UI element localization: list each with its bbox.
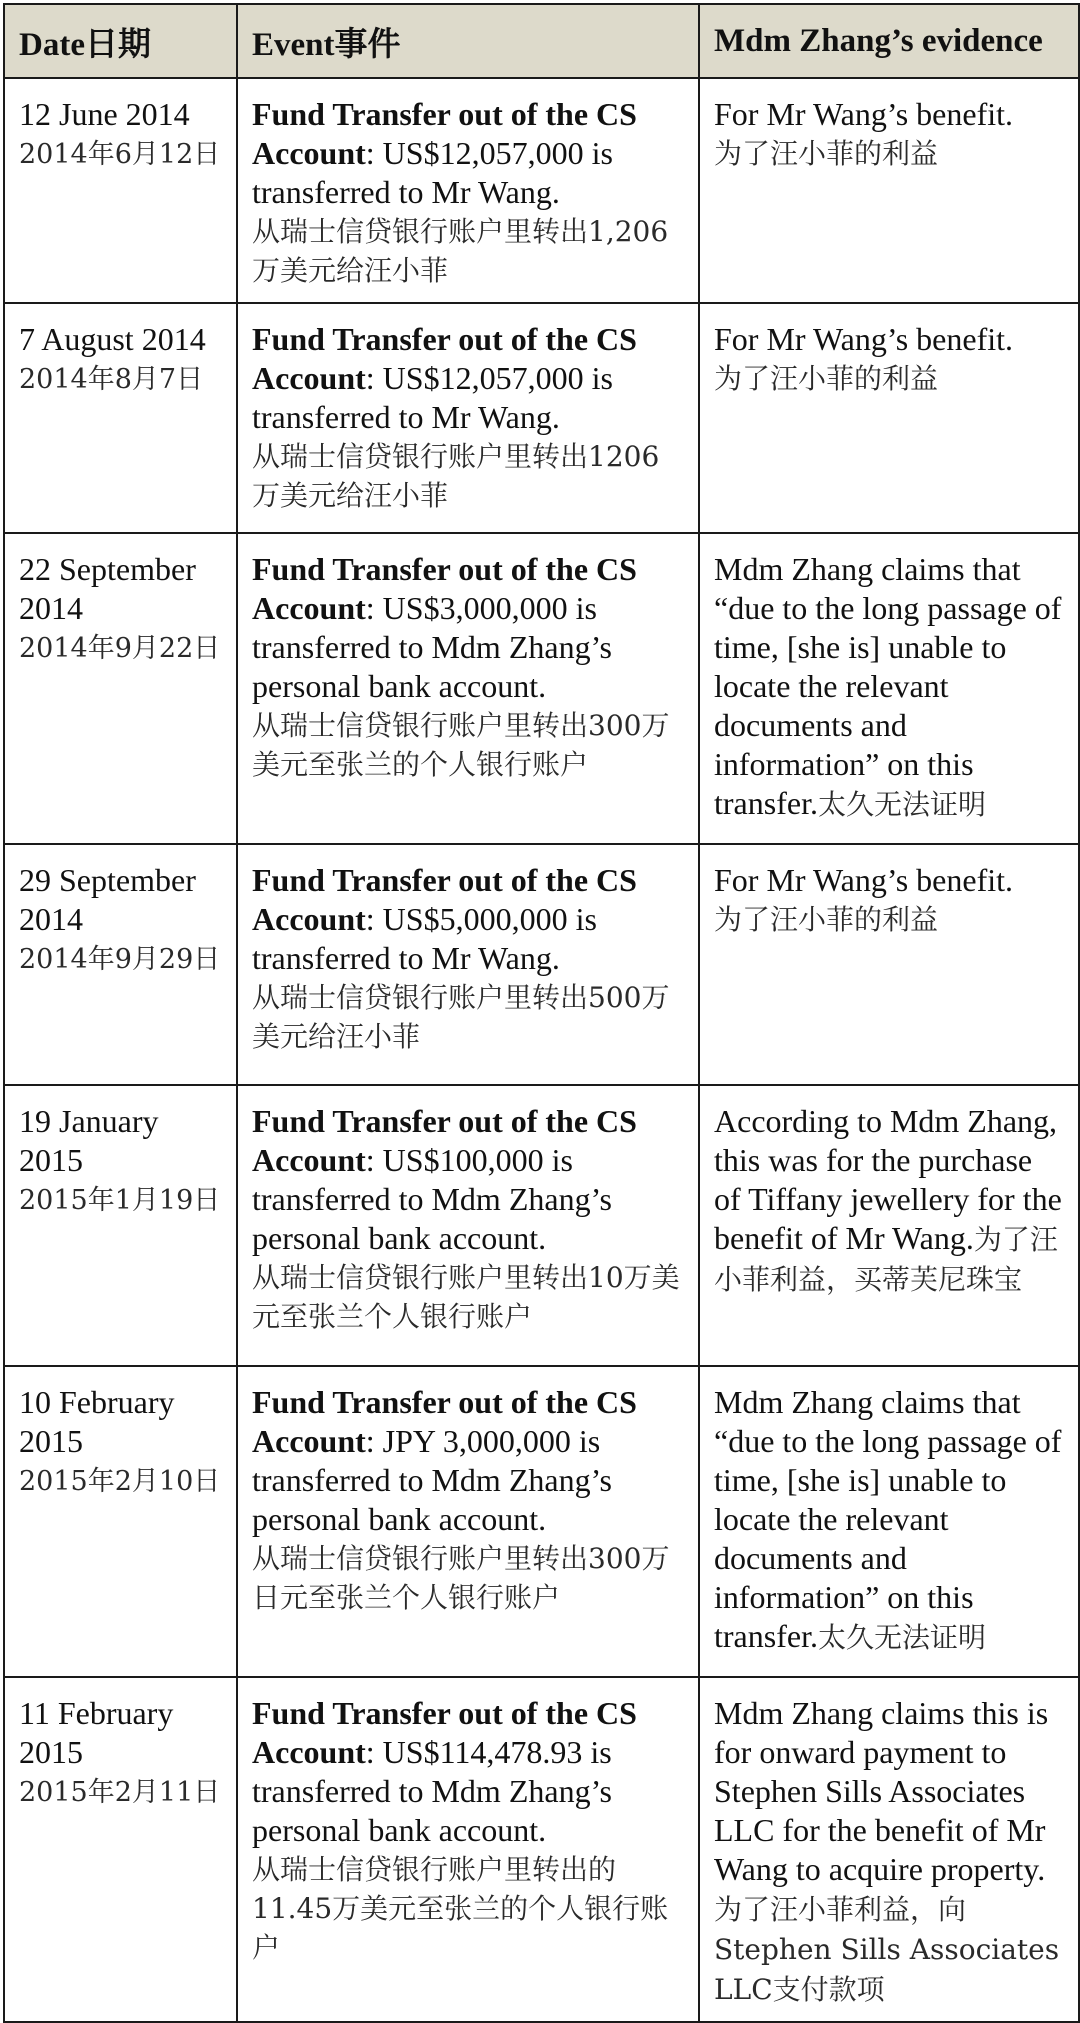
evidence-cell xyxy=(699,533,1079,844)
event-text: : JPY 3,000,000 is transferred to Mdm Zhang’s personal bank account. xyxy=(252,1423,612,1537)
event-text: : US$5,000,000 is transferred to Mr Wang. xyxy=(252,901,597,976)
evidence-en: Mdm Zhang claims that “due to the long passage of time, [she is] unable to locate the relevant documents and information” on this transfer. xyxy=(714,1384,1062,1654)
event-title: Fund Transfer out of the CS Account xyxy=(252,96,637,171)
evidence-en: According to Mdm Zhang, this was for the purchase of Tiffany jewellery for the benefit of Mr Wang. xyxy=(714,1103,1062,1256)
event-title: Fund Transfer out of the CS Account xyxy=(252,862,637,937)
event-zh: 从瑞士信贷银行账户里转出10万美元至张兰个人银行账户 xyxy=(252,1261,680,1333)
evidence-en: Mdm Zhang claims that “due to the long passage of time, [she is] unable to locate the relevant documents and information” on this transfer. xyxy=(714,551,1062,821)
event-text: : US$100,000 is transferred to Mdm Zhang’s personal bank account. xyxy=(252,1142,612,1256)
date-zh: 2015年2月11日 xyxy=(19,1777,221,1808)
event-cell xyxy=(237,1677,699,2022)
date-cell xyxy=(4,533,237,844)
evidence-cell xyxy=(699,1366,1079,1677)
date-cell xyxy=(4,1085,237,1366)
date-zh: 2014年6月12日 xyxy=(19,139,221,170)
event-cell xyxy=(237,78,699,303)
event-cell xyxy=(237,303,699,533)
evidence-en: For Mr Wang’s benefit. xyxy=(714,862,1014,898)
date-zh: 2014年9月22日 xyxy=(19,633,221,664)
date-zh: 2014年8月7日 xyxy=(19,364,204,395)
header-date: Date日期 xyxy=(4,4,237,78)
transfers-table xyxy=(3,3,1080,2023)
event-cell xyxy=(237,844,699,1085)
evidence-zh: 太久无法证明 xyxy=(817,1621,986,1654)
evidence-en: For Mr Wang’s benefit. xyxy=(714,96,1014,132)
table-row xyxy=(4,1677,1079,2022)
event-zh: 从瑞士信贷银行账户里转出1,206万美元给汪小菲 xyxy=(252,215,669,287)
date-cell xyxy=(4,844,237,1085)
evidence-zh: 为了汪小菲利益，买蒂芙尼珠宝 xyxy=(714,1223,1058,1296)
event-title: Fund Transfer out of the CS Account xyxy=(252,1103,637,1178)
evidence-cell xyxy=(699,844,1079,1085)
event-text: : US$3,000,000 is transferred to Mdm Zhang’s personal bank account. xyxy=(252,590,612,704)
date-en: 11 February 2015 xyxy=(19,1695,174,1770)
event-title: Fund Transfer out of the CS Account xyxy=(252,551,637,626)
event-cell xyxy=(237,1085,699,1366)
event-cell xyxy=(237,1366,699,1677)
date-zh: 2015年1月19日 xyxy=(19,1185,221,1216)
event-zh: 从瑞士信贷银行账户里转出的11.45万美元至张兰的个人银行账户 xyxy=(252,1853,669,1964)
event-title: Fund Transfer out of the CS Account xyxy=(252,1384,637,1459)
evidence-zh: 为了汪小菲的利益 xyxy=(714,137,939,170)
date-en: 7 August 2014 xyxy=(19,321,206,357)
date-en: 22 September 2014 xyxy=(19,551,196,626)
evidence-cell xyxy=(699,1085,1079,1366)
table-row xyxy=(4,1366,1079,1677)
event-text: : US$12,057,000 is transferred to Mr Wang. xyxy=(252,360,613,435)
event-text: : US$114,478.93 is transferred to Mdm Zhang’s personal bank account. xyxy=(252,1734,612,1848)
evidence-cell xyxy=(699,303,1079,533)
header-evidence: Mdm Zhang’s evidence xyxy=(699,4,1079,78)
evidence-zh: 太久无法证明 xyxy=(817,788,986,821)
evidence-cell xyxy=(699,1677,1079,2022)
table-row xyxy=(4,533,1079,844)
table-row xyxy=(4,303,1079,533)
date-cell xyxy=(4,1366,237,1677)
evidence-en: Mdm Zhang claims this is for onward payment to Stephen Sills Associates LLC for the benefit of Mr Wang to acquire property. xyxy=(714,1695,1049,1887)
event-zh: 从瑞士信贷银行账户里转出500万美元给汪小菲 xyxy=(252,981,670,1053)
date-zh: 2014年9月29日 xyxy=(19,944,221,975)
event-zh: 从瑞士信贷银行账户里转出1206万美元给汪小菲 xyxy=(252,440,660,512)
evidence-en: For Mr Wang’s benefit. xyxy=(714,321,1014,357)
date-en: 19 January 2015 xyxy=(19,1103,159,1178)
date-zh: 2015年2月10日 xyxy=(19,1466,221,1497)
evidence-cell xyxy=(699,78,1079,303)
date-en: 12 June 2014 xyxy=(19,96,190,132)
event-text: : US$12,057,000 is transferred to Mr Wang. xyxy=(252,135,613,210)
evidence-zh: 为了汪小菲利益，向Stephen Sills Associates LLC支付款项 xyxy=(714,1893,1060,2006)
table-row xyxy=(4,78,1079,303)
event-zh: 从瑞士信贷银行账户里转出300万日元至张兰个人银行账户 xyxy=(252,1542,670,1614)
evidence-zh: 为了汪小菲的利益 xyxy=(714,903,939,936)
date-en: 29 September 2014 xyxy=(19,862,196,937)
table-row xyxy=(4,844,1079,1085)
date-cell xyxy=(4,303,237,533)
date-cell xyxy=(4,1677,237,2022)
evidence-zh: 为了汪小菲的利益 xyxy=(714,362,939,395)
table-row xyxy=(4,1085,1079,1366)
header-row xyxy=(4,4,1079,78)
header-event: Event事件 xyxy=(237,4,699,78)
event-title: Fund Transfer out of the CS Account xyxy=(252,1695,637,1770)
date-en: 10 February 2015 xyxy=(19,1384,175,1459)
date-cell xyxy=(4,78,237,303)
event-title: Fund Transfer out of the CS Account xyxy=(252,321,637,396)
event-cell xyxy=(237,533,699,844)
event-zh: 从瑞士信贷银行账户里转出300万美元至张兰的个人银行账户 xyxy=(252,709,670,781)
